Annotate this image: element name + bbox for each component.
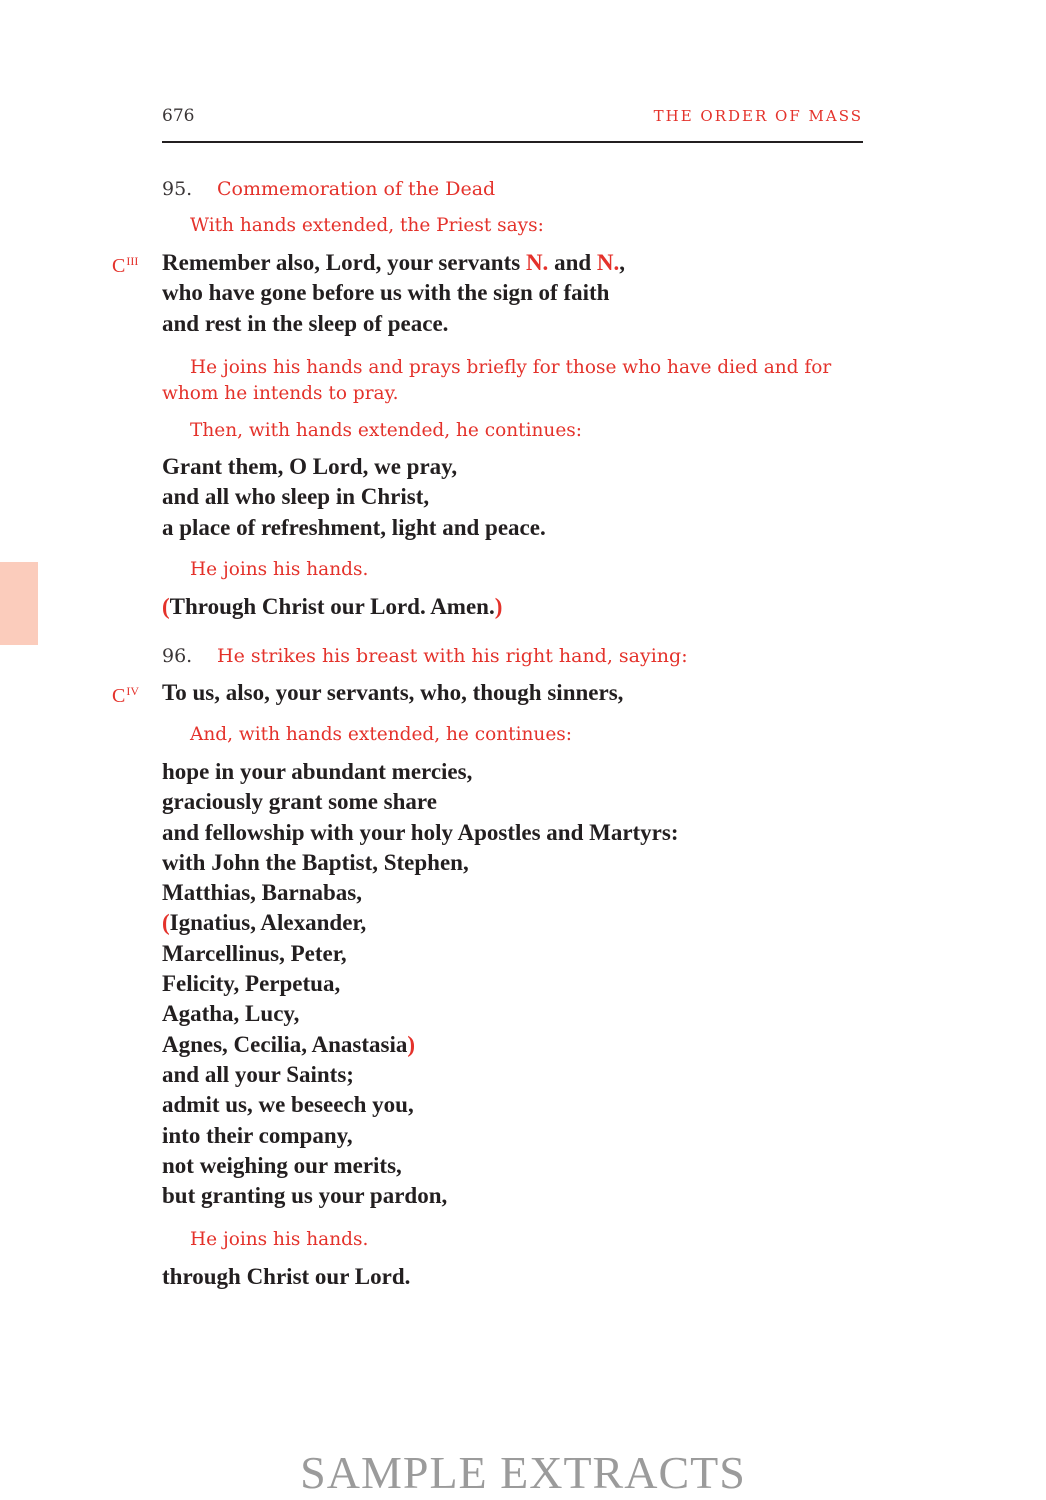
prayer-final-line: through Christ our Lord. bbox=[162, 1264, 411, 1289]
section-number-95: 95. bbox=[162, 178, 193, 200]
prayer-line: and rest in the sleep of peace. bbox=[162, 310, 449, 336]
prayer-line: Matthias, Barnabas, bbox=[162, 880, 362, 906]
eucharistic-prayer-marker-iv bbox=[112, 684, 139, 708]
marker-roman-numeral: IV bbox=[126, 684, 140, 698]
marker-letter: C bbox=[112, 255, 126, 277]
rubric-joins-hands-2: He joins his hands. bbox=[190, 1229, 369, 1250]
name-placeholder: N. bbox=[525, 250, 549, 275]
close-paren: ) bbox=[494, 594, 503, 619]
conclusion-text: Through Christ our Lord. Amen. bbox=[169, 594, 495, 619]
prayer-remember bbox=[162, 248, 625, 339]
rubric-strikes-breast: He strikes his breast with his right hand, saying: bbox=[217, 645, 688, 667]
prayer-line bbox=[162, 1030, 679, 1060]
close-paren: ) bbox=[407, 1031, 416, 1057]
marker-roman-numeral: III bbox=[126, 254, 139, 268]
open-paren: ( bbox=[162, 594, 170, 619]
running-title: THE ORDER OF MASS bbox=[653, 107, 863, 125]
prayer-line: and all your Saints; bbox=[162, 1061, 354, 1087]
prayer-line: Agatha, Lucy, bbox=[162, 1001, 300, 1027]
prayer-line: into their company, bbox=[162, 1122, 353, 1148]
prayer-line: and fellowship with your holy Apostles and Martyrs: bbox=[162, 819, 679, 845]
saint-names: Ignatius, Alexander, bbox=[169, 910, 367, 936]
prayer-hope-in-mercies bbox=[162, 757, 679, 1211]
rubric-joins-hands-prays: He joins his hands and prays briefly for those who have died and for whom he intends to pray. bbox=[162, 357, 832, 404]
prayer-line: Marcellinus, Peter, bbox=[162, 940, 347, 966]
name-placeholder: N. bbox=[596, 250, 620, 275]
eucharistic-prayer-marker-iii bbox=[112, 254, 138, 278]
header-rule bbox=[162, 141, 863, 143]
sample-watermark: SAMPLE EXTRACTS bbox=[300, 1447, 746, 1498]
prayer-line: hope in your abundant mercies, bbox=[162, 759, 473, 784]
prayer-line: Grant them, O Lord, we pray, bbox=[162, 454, 458, 479]
prayer-line: with John the Baptist, Stephen, bbox=[162, 849, 469, 875]
prayer-line bbox=[162, 248, 625, 278]
prayer-line: who have gone before us with the sign of faith bbox=[162, 280, 610, 306]
page-number: 676 bbox=[162, 106, 195, 126]
prayer-text: Remember also, Lord, your servants bbox=[162, 250, 526, 275]
prayer-text: , bbox=[619, 250, 626, 275]
prayer-line: a place of refreshment, light and peace. bbox=[162, 514, 546, 540]
saint-names: Agnes, Cecilia, Anastasia bbox=[162, 1031, 408, 1057]
thumb-index-tab bbox=[0, 562, 38, 645]
prayer-line: admit us, we beseech you, bbox=[162, 1092, 414, 1118]
prayer-line: but granting us your pardon, bbox=[162, 1183, 448, 1209]
prayer-line: and all who sleep in Christ, bbox=[162, 484, 430, 510]
marker-letter: C bbox=[112, 685, 126, 707]
prayer-line: not weighing our merits, bbox=[162, 1152, 402, 1178]
rubric-joins-hands: He joins his hands. bbox=[190, 559, 369, 580]
prayer-grant-them bbox=[162, 452, 546, 543]
prayer-line bbox=[162, 908, 679, 938]
rubric-hands-extended: With hands extended, the Priest says: bbox=[190, 215, 544, 236]
prayer-text: and bbox=[548, 250, 597, 275]
prayer-line: Felicity, Perpetua, bbox=[162, 971, 341, 997]
section-heading-95: Commemoration of the Dead bbox=[217, 178, 496, 200]
prayer-to-us-also: To us, also, your servants, who, though sinners, bbox=[162, 680, 624, 705]
prayer-line: graciously grant some share bbox=[162, 789, 437, 815]
open-paren: ( bbox=[162, 910, 170, 936]
rubric-and-continues: And, with hands extended, he continues: bbox=[190, 724, 573, 745]
prayer-conclusion bbox=[162, 592, 502, 622]
section-number-96: 96. bbox=[162, 645, 193, 667]
rubric-then-continues: Then, with hands extended, he continues: bbox=[190, 420, 583, 441]
